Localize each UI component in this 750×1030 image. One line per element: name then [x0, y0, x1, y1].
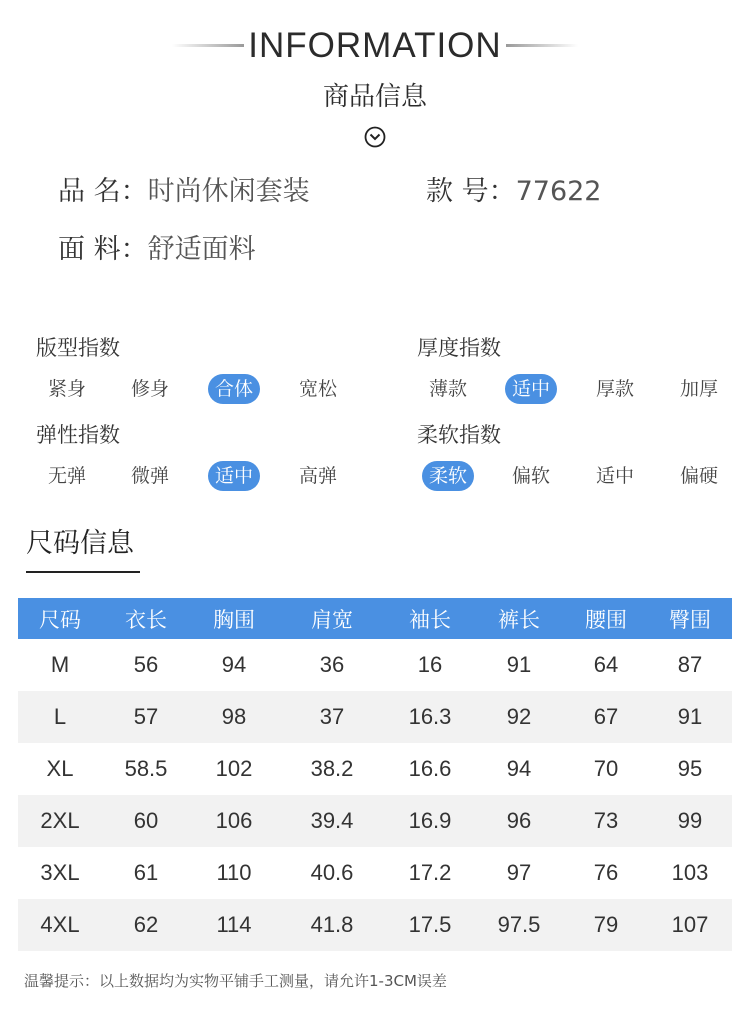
measurement-cell: 106: [190, 795, 278, 847]
measurement-cell: 16.3: [386, 691, 474, 743]
thickness-option: 厚款: [595, 378, 634, 400]
measurement-cell: 114: [190, 899, 278, 951]
measurement-cell: 107: [648, 899, 732, 951]
measurement-cell: 91: [648, 691, 732, 743]
elasticity-option-selected: 适中: [208, 461, 260, 491]
product-style-number: [426, 174, 602, 210]
measurement-cell: 79: [564, 899, 648, 951]
size-label-cell: 4XL: [18, 899, 102, 951]
size-label-cell: L: [18, 691, 102, 743]
elasticity-option: 无弹: [47, 465, 86, 487]
table-row: [18, 639, 732, 691]
measurement-cell: 39.4: [278, 795, 386, 847]
fit-option: 修身: [130, 378, 169, 400]
column-header: 肩宽: [278, 598, 386, 639]
table-row: [18, 899, 732, 951]
size-section-heading: 尺码信息: [26, 528, 134, 559]
softness-option: 适中: [595, 465, 634, 487]
fit-option: 紧身: [47, 378, 86, 400]
page-title: INFORMATION: [248, 26, 502, 65]
measurement-cell: 97: [506, 860, 532, 885]
table-row: [18, 847, 732, 899]
fit-option-selected: 合体: [208, 374, 260, 404]
header-divider-right: [506, 44, 578, 47]
measurement-cell: 70: [593, 756, 619, 781]
measurement-cell: 102: [215, 756, 253, 781]
size-label-cell: 2XL: [18, 795, 102, 847]
chevron-down-circle-icon: [364, 126, 386, 148]
softness-option: 偏软: [511, 465, 550, 487]
column-header: 裤长: [474, 598, 564, 639]
measurement-cell: 94: [221, 652, 247, 677]
product-name-value: 时尚休闲套装: [147, 176, 310, 207]
measurement-cell: 16.6: [408, 756, 452, 781]
measurement-cell: 64: [593, 652, 619, 677]
measurement-cell: 94: [506, 756, 532, 781]
table-row: [18, 743, 732, 795]
measurement-cell: 62: [102, 899, 190, 951]
measurement-note: 温馨提示：以上数据均为实物平铺手工测量，请允许1-3CM误差: [24, 972, 447, 990]
product-name: [58, 174, 310, 210]
table-row: [18, 795, 732, 847]
column-header: 尺码: [18, 598, 102, 639]
measurement-cell: 73: [564, 795, 648, 847]
product-fabric: [58, 232, 256, 268]
fit-index-title: 版型指数: [36, 336, 120, 360]
measurement-cell: 97.5: [474, 899, 564, 951]
elasticity-option: 高弹: [298, 465, 337, 487]
measurement-cell: 76: [593, 860, 619, 885]
column-header: 臀围: [648, 598, 732, 639]
size-table-header-row: [18, 598, 732, 639]
size-table: [18, 598, 732, 951]
softness-option-selected: 柔软: [422, 461, 474, 491]
measurement-cell: 58.5: [124, 756, 168, 781]
size-label-cell: M: [50, 652, 70, 677]
page-subtitle: 商品信息: [322, 82, 427, 112]
softness-option: 偏硬: [679, 465, 718, 487]
measurement-cell: 16.9: [386, 795, 474, 847]
measurement-cell: 17.5: [386, 899, 474, 951]
measurement-cell: 110: [216, 860, 252, 885]
product-name-label: 品 名：: [58, 176, 148, 207]
style-number-value: 77622: [515, 176, 602, 207]
fabric-value: 舒适面料: [147, 234, 256, 265]
column-header: 衣长: [102, 598, 190, 639]
thickness-option: 加厚: [679, 378, 718, 400]
size-label-cell: XL: [46, 756, 74, 781]
thickness-option-selected: 适中: [505, 374, 557, 404]
style-number-label: 款 号：: [426, 176, 516, 207]
elasticity-index-title: 弹性指数: [36, 423, 120, 447]
measurement-cell: 103: [671, 860, 709, 885]
measurement-cell: 57: [102, 691, 190, 743]
measurement-cell: 40.6: [310, 860, 354, 885]
measurement-cell: 99: [648, 795, 732, 847]
measurement-cell: 41.8: [278, 899, 386, 951]
table-row: [18, 691, 732, 743]
measurement-cell: 96: [474, 795, 564, 847]
measurement-cell: 61: [133, 860, 159, 885]
measurement-cell: 95: [677, 756, 703, 781]
header: [0, 0, 750, 160]
measurement-cell: 56: [133, 652, 159, 677]
fit-option: 宽松: [298, 378, 337, 400]
measurement-cell: 17.2: [408, 860, 452, 885]
measurement-cell: 16: [417, 652, 443, 677]
elasticity-option: 微弹: [130, 465, 169, 487]
fabric-label: 面 料：: [58, 234, 148, 265]
measurement-cell: 38.2: [310, 756, 354, 781]
column-header: 腰围: [564, 598, 648, 639]
measurement-cell: 87: [677, 652, 703, 677]
column-header: 袖长: [386, 598, 474, 639]
size-heading-underline: [26, 571, 140, 573]
softness-index-title: 柔软指数: [417, 423, 501, 447]
measurement-cell: 36: [319, 652, 345, 677]
measurement-cell: 98: [190, 691, 278, 743]
thickness-option: 薄款: [428, 378, 467, 400]
measurement-cell: 91: [506, 652, 532, 677]
measurement-cell: 92: [474, 691, 564, 743]
measurement-cell: 67: [564, 691, 648, 743]
measurement-cell: 37: [278, 691, 386, 743]
measurement-cell: 60: [102, 795, 190, 847]
thickness-index-title: 厚度指数: [417, 336, 501, 360]
size-label-cell: 3XL: [40, 860, 80, 885]
column-header: 胸围: [190, 598, 278, 639]
